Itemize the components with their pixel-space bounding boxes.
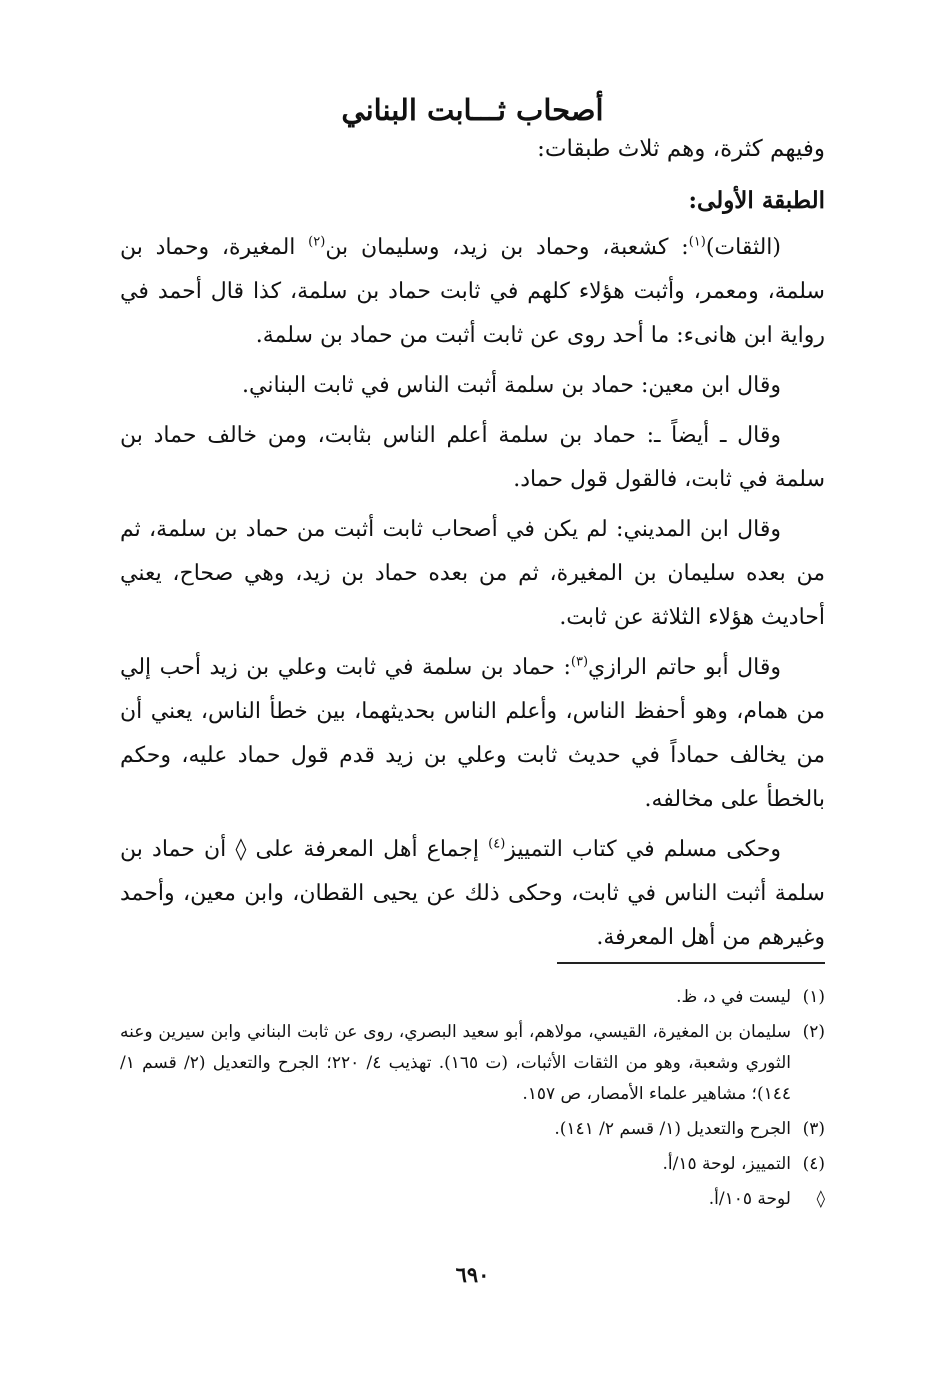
paragraph-6-part-a: وحكى مسلم في كتاب التمييز bbox=[505, 837, 781, 862]
paragraph-5-part-a: وقال أبو حاتم الرازي bbox=[588, 655, 782, 680]
footnote-text: سليمان بن المغيرة، القيسي، مولاهم، أبو سعيد البصري، روى عن ثابت البناني وابن سيرين وعنه الثوري وشعبة، وهو من الثقات الأثبات، (ت ١٦٥). تهذيب ٤/ ٢٢٠؛ الجرح والتعديل (٢/ قسم ١/ ١٤٤)؛ مشاهير علماء الأمصار، ص ١٥٧. bbox=[120, 1022, 791, 1104]
footnote-number: (٤) bbox=[802, 1154, 825, 1174]
footnote-marker-1[interactable]: (١) bbox=[688, 234, 706, 250]
footnote-number: ◊ bbox=[816, 1189, 825, 1209]
footnote-marker-4[interactable]: (٤) bbox=[488, 836, 506, 852]
footnote-2 bbox=[120, 1017, 825, 1110]
footnote-number: (٢) bbox=[802, 1022, 825, 1042]
paragraph-1-part-c: المغيرة، وحماد بن سلمة، ومعمر، وأثبت هؤلاء كلهم في ثابت حماد بن سلمة، كذا قال أحمد في رواية ابن هانىء: ما أحد روى عن ثابت أثبت من حماد بن سلمة. bbox=[120, 235, 825, 348]
section-heading: الطبقة الأولى: bbox=[688, 187, 825, 214]
page-body bbox=[120, 90, 825, 966]
footnote-4 bbox=[120, 1149, 825, 1180]
footnote-3 bbox=[120, 1114, 825, 1145]
paragraph-1-part-a: (الثقات) bbox=[705, 235, 782, 260]
footnote-number: (١) bbox=[802, 987, 825, 1007]
subtitle: وفيهم كثرة، وهم ثلاث طبقات: bbox=[537, 136, 825, 162]
paragraph-6 bbox=[120, 828, 825, 960]
paragraph-5-part-b: : حماد بن سلمة في ثابت وعلي بن زيد أحب إلي من همام، وهو أحفظ الناس، وأعلم الناس بحديثهما، بين خطأ الناس، يعني أن من يخالف حماداً في حديث ثابت وعلي بن زيد قدم قول حماد عليه، وحكم بالخطأ على مخالفه. bbox=[120, 655, 825, 812]
footnote-marker-2[interactable]: (٢) bbox=[308, 234, 326, 250]
footnote-text: ليست في د، ظ. bbox=[676, 987, 791, 1007]
paragraph-2: وقال ابن معين: حماد بن سلمة أثبت الناس في ثابت البناني. bbox=[242, 373, 781, 398]
footnote-text: لوحة ١٠٥/أ. bbox=[708, 1189, 791, 1209]
footnote-5 bbox=[120, 1184, 825, 1215]
footnotes bbox=[120, 982, 825, 1219]
page-number: ٦٩٠ bbox=[455, 1262, 490, 1287]
footnote-1 bbox=[120, 982, 825, 1013]
paragraph-3: وقال ـ أيضاً ـ: حماد بن سلمة أعلم الناس بثابت، ومن خالف حماد بن سلمة في ثابت، فالقول قول حماد. bbox=[120, 423, 825, 492]
footnote-text: التمييز، لوحة ١٥/أ. bbox=[662, 1154, 791, 1174]
paragraph-1-part-b: : كشعبة، وحماد بن زيد، وسليمان بن bbox=[325, 235, 689, 260]
footnote-marker-3[interactable]: (٣) bbox=[570, 654, 589, 670]
paragraph-1 bbox=[120, 226, 825, 358]
footnote-separator bbox=[557, 962, 825, 964]
footnote-number: (٣) bbox=[802, 1119, 825, 1139]
paragraph-6-part-b: إجماع أهل المعرفة على ◊ أن حماد بن سلمة أثبت الناس في ثابت، وحكى ذلك عن يحيى القطان، وابن معين، وأحمد وغيرهم من أهل المعرفة. bbox=[120, 837, 825, 950]
paragraph-4: وقال ابن المديني: لم يكن في أصحاب ثابت أثبت من حماد بن سلمة، ثم من بعده سليمان بن المغيرة، ثم من بعده حماد بن زيد، وهي صحاح، يعني أحاديث هؤلاء الثلاثة عن ثابت. bbox=[120, 517, 825, 630]
paragraph-5 bbox=[120, 646, 825, 822]
page-title: أصحاب ثـــابت البناني bbox=[341, 93, 604, 127]
footnote-text: الجرح والتعديل (١/ قسم ٢/ ١٤١). bbox=[554, 1119, 791, 1139]
